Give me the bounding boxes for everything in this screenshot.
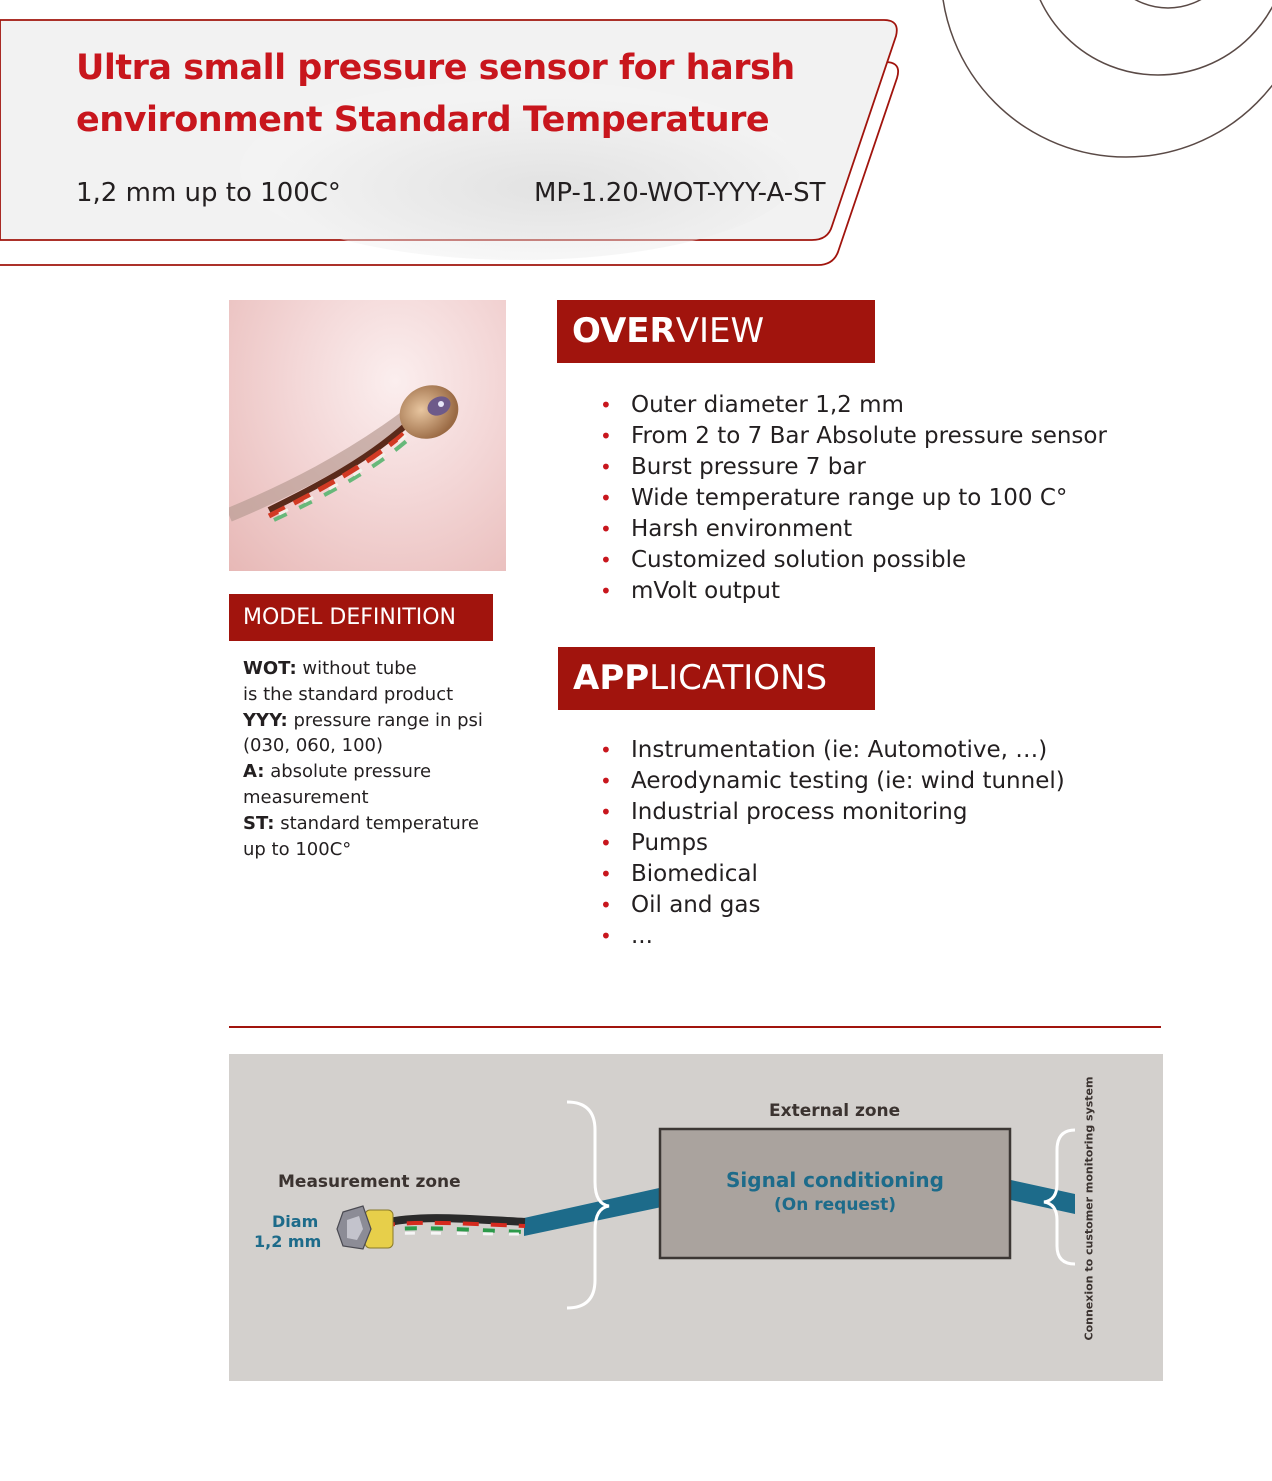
bullet-icon: • [600, 548, 612, 572]
sensor-head [337, 1206, 393, 1249]
list-item [600, 921, 1065, 952]
list-item-text: ... [631, 923, 653, 949]
signal-box [660, 1129, 1010, 1258]
list-item-text: Harsh environment [631, 516, 853, 542]
list-item-text: Aerodynamic testing (ie: wind tunnel) [631, 768, 1065, 794]
a-line2: measurement [243, 786, 369, 808]
decorative-arcs [941, 0, 1272, 157]
header-banner [0, 0, 1272, 280]
yyy-line2: (030, 060, 100) [243, 735, 384, 757]
yyy-line [243, 708, 503, 734]
measurement-zone-label: Measurement zone [278, 1172, 461, 1192]
yyy-text: pressure range in psi [287, 709, 483, 731]
diam-label: Diam [272, 1212, 319, 1231]
list-item [600, 859, 1065, 890]
applications-list [600, 735, 1065, 952]
connexion-label: Connexion to customer monitoring system [1082, 1076, 1096, 1341]
overview-heading-rest: VIEW [675, 311, 765, 351]
bullet-icon: • [600, 800, 612, 824]
list-item [600, 421, 1107, 452]
diam-value: 1,2 mm [254, 1232, 322, 1251]
list-item [600, 797, 1065, 828]
a-line [243, 759, 503, 785]
applications-heading-rest: LICATIONS [649, 658, 828, 698]
model-code: MP-1.20-WOT-YYY-A-ST [534, 178, 826, 208]
list-item [600, 890, 1065, 921]
list-item [600, 514, 1107, 545]
model-definition-heading-text: MODEL DEFINITION [243, 605, 457, 630]
list-item-text: Pumps [631, 830, 709, 856]
bullet-icon: • [600, 393, 612, 417]
bullet-icon: • [600, 579, 612, 603]
bullet-icon: • [600, 486, 612, 510]
list-item-text: mVolt output [631, 578, 781, 604]
list-item [600, 828, 1065, 859]
on-request-label: (On request) [774, 1195, 896, 1215]
a-key: A: [243, 761, 265, 783]
wot-key: WOT: [243, 658, 297, 679]
list-item-text: Wide temperature range up to 100 C° [631, 485, 1068, 511]
overview-heading [557, 300, 875, 363]
twisted-wires [379, 1218, 525, 1234]
wot-line2: is the standard product [243, 683, 454, 705]
bullet-icon: • [600, 893, 612, 917]
wot-text: without tube [296, 658, 417, 679]
sensor-cable-image [229, 300, 506, 571]
list-item [600, 483, 1107, 514]
a-text: absolute pressure [264, 761, 432, 783]
overview-list [600, 390, 1107, 607]
diagram-graphics [229, 1054, 1163, 1381]
model-definition-heading [229, 594, 493, 641]
applications-heading-bold: APP [573, 658, 650, 698]
st-line [243, 811, 503, 837]
st-line2: up to 100C° [243, 838, 352, 860]
model-definition-body [243, 656, 503, 862]
page-title-line2: environment Standard Temperature [76, 100, 770, 140]
bullet-icon: • [600, 924, 612, 948]
list-item [600, 735, 1065, 766]
list-item [600, 452, 1107, 483]
list-item [600, 576, 1107, 607]
list-item-text: Instrumentation (ie: Automotive, …) [631, 737, 1048, 763]
product-photo [229, 300, 506, 571]
page-title-line1: Ultra small pressure sensor for harsh [76, 48, 795, 88]
bullet-icon: • [600, 424, 612, 448]
wot-line [243, 656, 503, 682]
list-item-text: Industrial process monitoring [631, 799, 968, 825]
system-diagram [229, 1054, 1163, 1381]
signal-conditioning-label: Signal conditioning [726, 1168, 944, 1192]
st-text: standard temperature [274, 812, 479, 834]
list-item-text: Outer diameter 1,2 mm [631, 392, 904, 418]
list-item-text: Oil and gas [631, 892, 761, 918]
section-divider [229, 1026, 1161, 1028]
list-item [600, 545, 1107, 576]
list-item-text: Customized solution possible [631, 547, 967, 573]
signal-cable-right [1011, 1180, 1075, 1214]
bullet-icon: • [600, 769, 612, 793]
bullet-icon: • [600, 862, 612, 886]
list-item-text: Burst pressure 7 bar [631, 454, 866, 480]
list-item-text: From 2 to 7 Bar Absolute pressure sensor [631, 423, 1107, 449]
bullet-icon: • [600, 738, 612, 762]
spec-subtitle: 1,2 mm up to 100C° [76, 178, 341, 208]
external-zone-label: External zone [769, 1101, 901, 1121]
applications-heading [558, 647, 875, 710]
bullet-icon: • [600, 517, 612, 541]
bullet-icon: • [600, 831, 612, 855]
list-item [600, 766, 1065, 797]
overview-heading-bold: OVER [572, 311, 676, 351]
bullet-icon: • [600, 455, 612, 479]
list-item [600, 390, 1107, 421]
list-item-text: Biomedical [631, 861, 758, 887]
yyy-key: YYY: [243, 709, 288, 731]
st-key: ST: [243, 812, 275, 834]
